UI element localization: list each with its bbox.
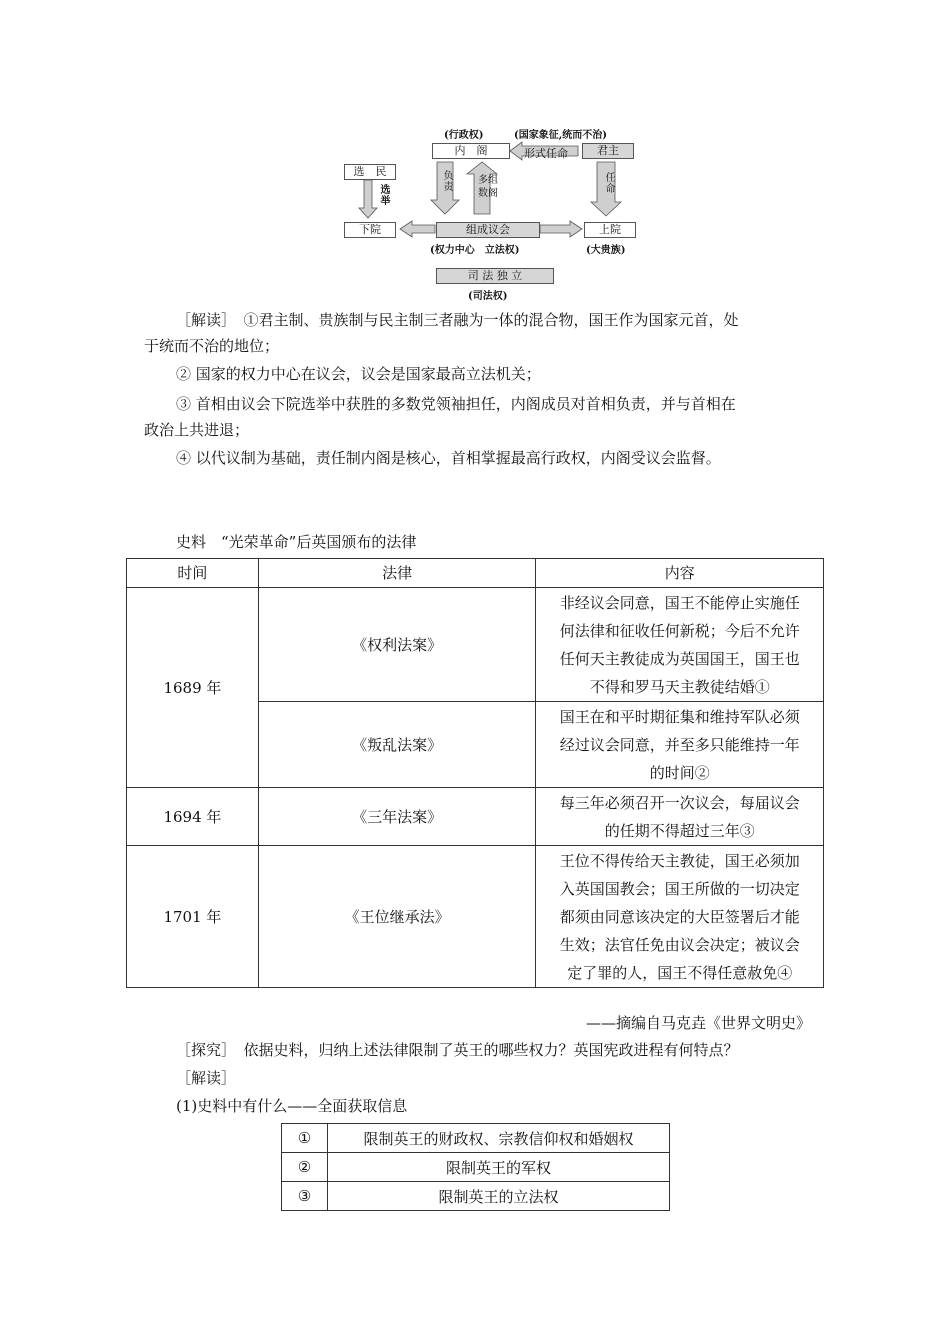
law-table xyxy=(126,558,824,988)
parliament-left-arrow xyxy=(400,221,435,237)
appoint-label: 任命 xyxy=(603,172,614,194)
elect-label: 选举 xyxy=(378,184,389,206)
cabinet-box: 内 阁 xyxy=(432,143,510,159)
header-content: 内容 xyxy=(536,559,824,588)
time-cell: 1689 年 xyxy=(127,588,259,788)
law-cell: 《三年法案》 xyxy=(258,788,536,846)
time-cell: 1694 年 xyxy=(127,788,259,846)
source-title: 史料 “光荣革命”后英国颁布的法律 xyxy=(176,533,417,551)
monarch-box: 君主 xyxy=(582,143,634,159)
interp-p4: ④ 以代议制为基础，责任制内阁是核心，首相掌握最高行政权，内阁受议会监督。 xyxy=(176,449,721,467)
summary-num: ② xyxy=(282,1153,328,1182)
table-row xyxy=(127,788,824,846)
table-row xyxy=(282,1182,670,1211)
judicial-box: 司 法 独 立 xyxy=(436,268,554,284)
elect-arrow xyxy=(359,180,377,218)
content-cell: 非经议会同意，国王不能停止实施任 何法律和征收任何新税；今后不允许 任何天主教徒成为英国国王，国王也 不得和罗马天主教徒结婚① xyxy=(536,588,824,702)
lower-house-box: 下院 xyxy=(344,222,396,238)
interp-p3a: ③ 首相由议会下院选举中获胜的多数党领袖担任，内阁成员对首相负责，并与首相在 xyxy=(176,395,736,413)
content-cell: 王位不得传给天主教徒，国王必须加 入英国国教会；国王所做的一切决定 都须由同意该决定的大臣签署后才能 生效；法官任免由议会决定；被议会 定了罪的人，国王不得任意赦免④ xyxy=(536,846,824,988)
table-row xyxy=(282,1124,670,1153)
british-constitution-diagram xyxy=(340,118,640,308)
table-row xyxy=(282,1153,670,1182)
interp-label: ［解读］ xyxy=(176,1069,237,1087)
header-law: 法律 xyxy=(258,559,536,588)
summary-num: ① xyxy=(282,1124,328,1153)
summary-num: ③ xyxy=(282,1182,328,1211)
label-nobles: (大贵族) xyxy=(586,245,626,256)
summary-text: 限制英王的军权 xyxy=(328,1153,670,1182)
citation: ——摘编自马克垚《世界文明史》 xyxy=(586,1014,812,1032)
majority-label: 多组数阁 xyxy=(478,175,498,199)
step1: (1)史料中有什么——全面获取信息 xyxy=(176,1097,408,1115)
parliament-right-arrow xyxy=(540,221,582,237)
voters-box: 选 民 xyxy=(344,164,396,180)
table-row xyxy=(127,846,824,988)
summary-text: 限制英王的财政权、宗教信仰权和婚姻权 xyxy=(328,1124,670,1153)
formal-appoint-label: 形式任命 xyxy=(524,147,568,160)
law-cell: 《叛乱法案》 xyxy=(258,702,536,788)
label-power-center: (权力中心 立法权) xyxy=(430,245,520,256)
label-exec: (行政权) xyxy=(444,130,484,141)
inquiry: ［探究］ 依据史料，归纳上述法律限制了英王的哪些权力？英国宪政进程有何特点？ xyxy=(176,1041,739,1059)
summary-table xyxy=(281,1123,670,1211)
parliament-box: 组成议会 xyxy=(436,222,540,238)
responsible-label: 负责 xyxy=(441,170,452,192)
table-row xyxy=(127,588,824,702)
upper-house-box: 上院 xyxy=(584,222,636,238)
interp-p2: ② 国家的权力中心在议会，议会是国家最高立法机关； xyxy=(176,365,541,383)
interp-p1a: ［解读］ ①君主制、贵族制与民主制三者融为一体的混合物，国王作为国家元首，处 xyxy=(176,311,739,329)
header-time: 时间 xyxy=(127,559,259,588)
interp-p3b: 政治上共进退； xyxy=(144,421,250,439)
law-table-header xyxy=(127,559,824,588)
law-cell: 《权利法案》 xyxy=(258,588,536,702)
label-judicial: (司法权) xyxy=(468,291,508,302)
label-monarch-note: (国家象征,统而不治) xyxy=(514,130,607,141)
law-cell: 《王位继承法》 xyxy=(258,846,536,988)
time-cell: 1701 年 xyxy=(127,846,259,988)
summary-text: 限制英王的立法权 xyxy=(328,1182,670,1211)
content-cell: 每三年必须召开一次议会，每届议会 的任期不得超过三年③ xyxy=(536,788,824,846)
interp-p1b: 于统而不治的地位； xyxy=(144,337,280,355)
content-cell: 国王在和平时期征集和维持军队必须 经过议会同意，并至多只能维持一年 的时间② xyxy=(536,702,824,788)
